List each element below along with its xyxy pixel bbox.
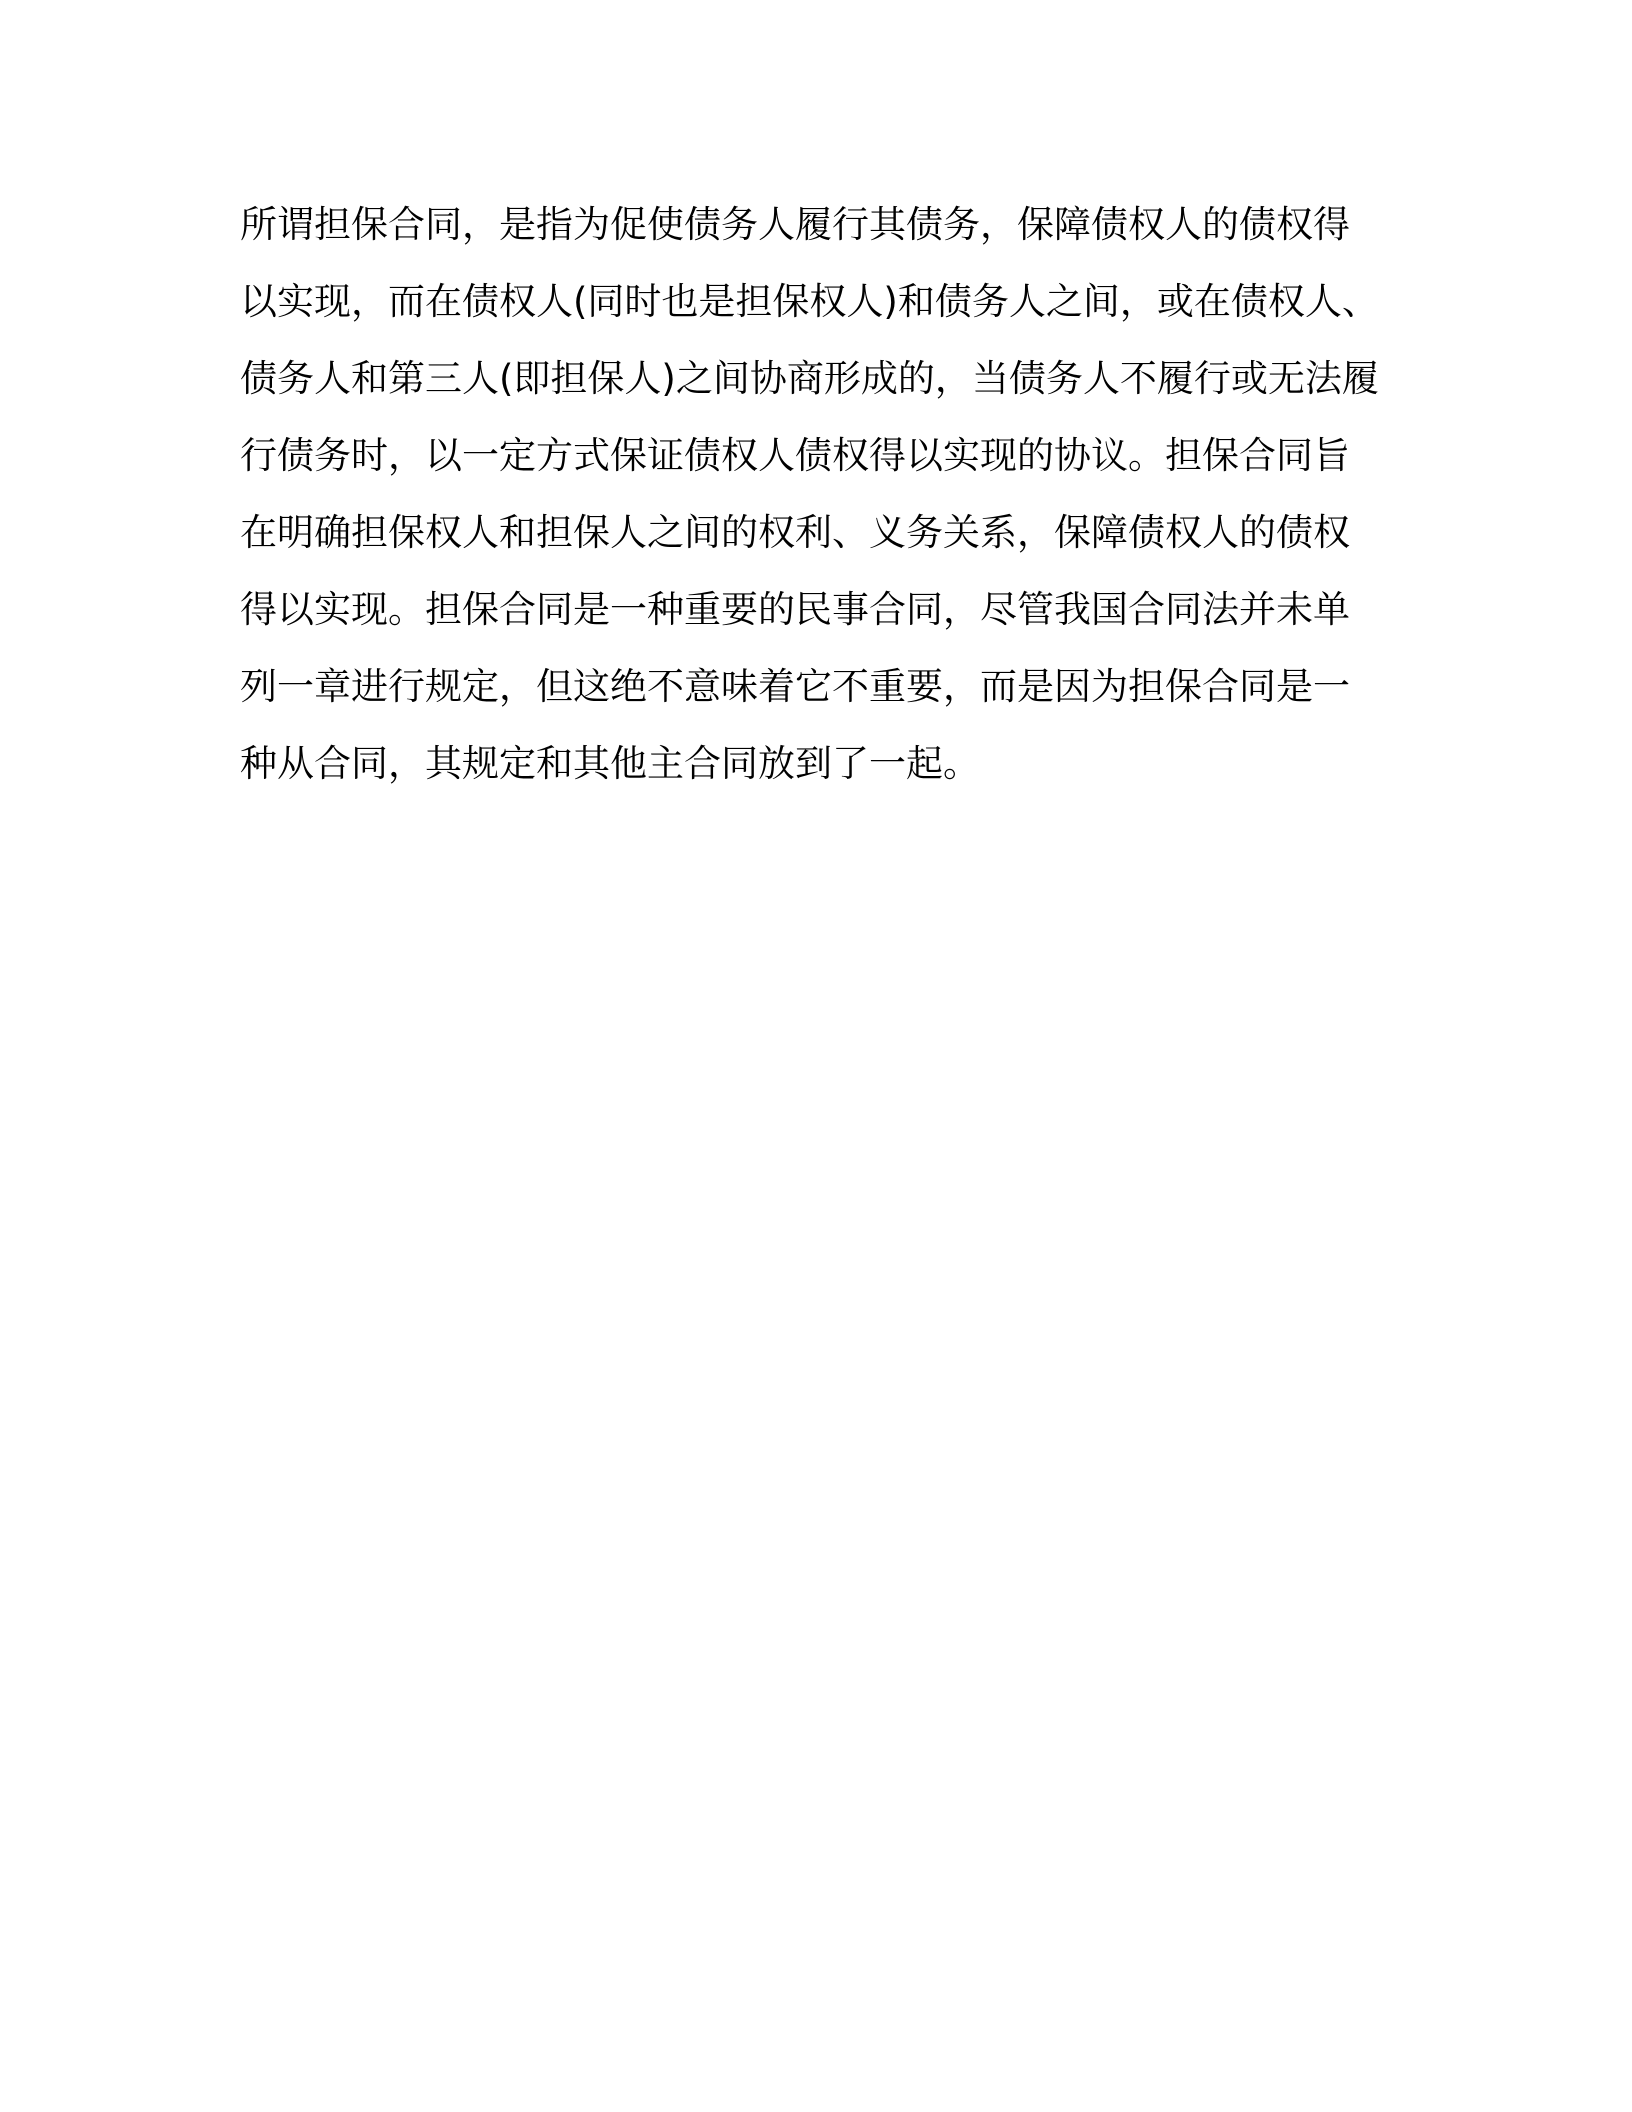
paragraph-line: 债务人和第三人(即担保人)之间协商形成的，当债务人不履行或无法履 <box>240 357 1379 400</box>
paragraph-line: 行债务时，以一定方式保证债权人债权得以实现的协议。担保合同旨 <box>240 434 1350 477</box>
paragraph-line: 种从合同，其规定和其他主合同放到了一起。 <box>240 742 980 785</box>
paragraph-line: 列一章进行规定，但这绝不意味着它不重要，而是因为担保合同是一 <box>240 665 1350 708</box>
paragraph-line: 所谓担保合同，是指为促使债务人履行其债务，保障债权人的债权得 <box>240 203 1350 246</box>
paragraph-line: 在明确担保权人和担保人之间的权利、义务关系，保障债权人的债权 <box>240 511 1350 554</box>
paragraph-line: 以实现，而在债权人(同时也是担保权人)和债务人之间，或在债权人、 <box>240 280 1379 323</box>
paragraph-line: 得以实现。担保合同是一种重要的民事合同，尽管我国合同法并未单 <box>240 588 1350 631</box>
body-paragraph <box>240 186 1400 802</box>
